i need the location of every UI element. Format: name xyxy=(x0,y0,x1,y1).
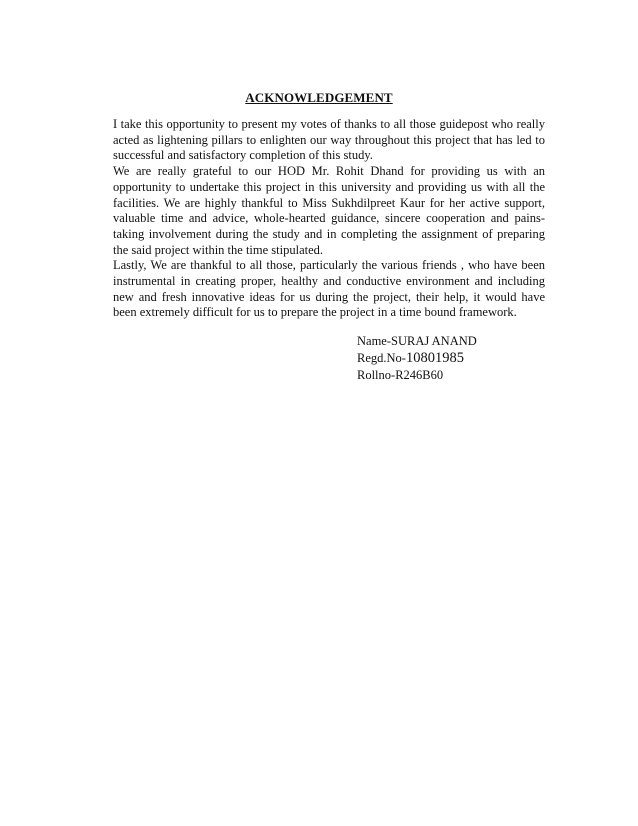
registration-number-line xyxy=(357,350,477,367)
paragraph-friends-thanks: Lastly, We are thankful to all those, particularly the various friends , who have been instrumental in creating proper, healthy and conductive environment and including new and fresh innovative ideas for us during the project, their help, it would have been extremely difficult for us to prepare the project in a time bound framework. xyxy=(113,258,545,320)
page-title: ACKNOWLEDGEMENT xyxy=(245,90,393,105)
signature-block xyxy=(357,333,477,384)
registration-label: Regd.No- xyxy=(357,351,406,365)
student-name: Name-SURAJ ANAND xyxy=(357,334,477,348)
paragraph-hod-thanks: We are really grateful to our HOD Mr. Rohit Dhand for providing us with an opportunity to undertake this project in this university and providing us with all the facilities. We are highly thankful to Miss Sukhdilpreet Kaur for her active support, valuable time and advice, whole-hearted guidance, sincere cooperation and pains-taking involvement during the study and in completing the assignment of preparing the said project within the time stipulated. xyxy=(113,164,545,257)
paragraph-thanks-intro: I take this opportunity to present my votes of thanks to all those guidepost who really acted as lightening pillars to enlighten our way throughout this project that has led to successful and satisfactory completion of this study. xyxy=(113,117,545,163)
registration-number: 10801985 xyxy=(405,350,464,366)
acknowledgement-body xyxy=(113,117,545,321)
roll-number: Rollno-R246B60 xyxy=(357,368,444,382)
